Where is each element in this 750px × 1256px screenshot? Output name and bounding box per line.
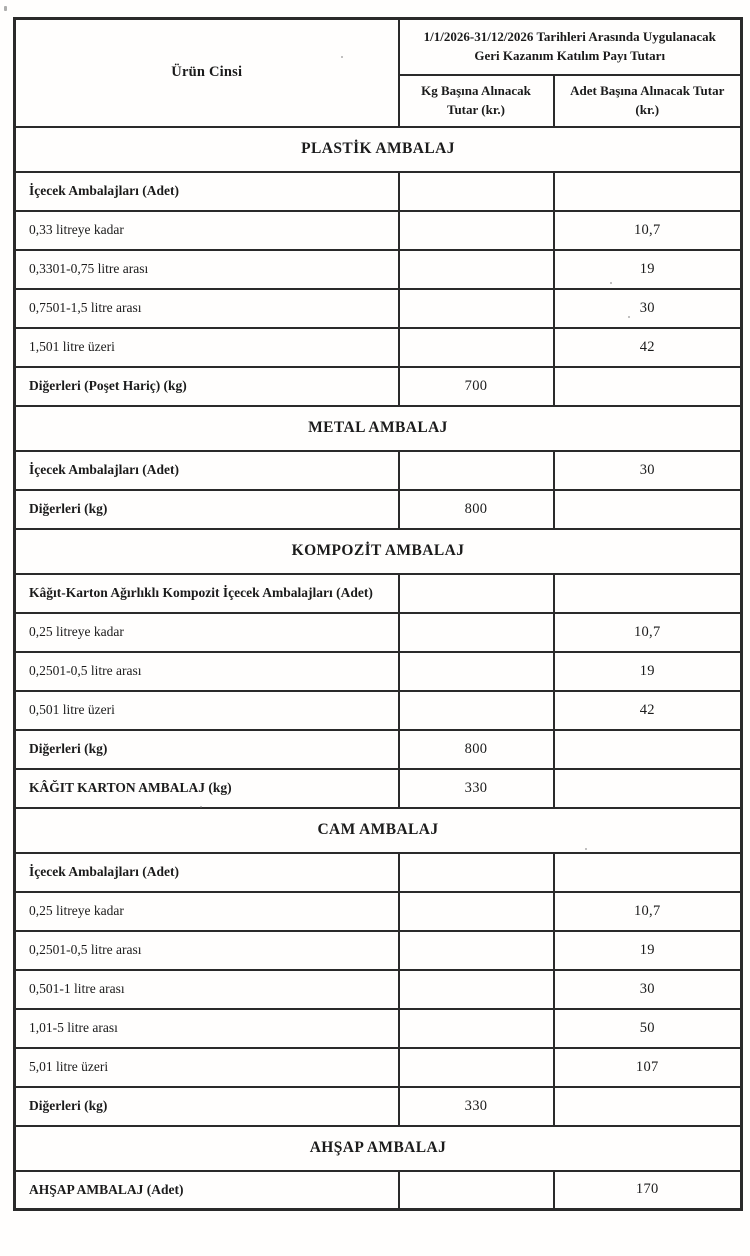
row-label: KÂĞIT KARTON AMBALAJ (kg) <box>15 769 399 808</box>
row-kg-value: 800 <box>399 730 554 769</box>
row-kg-value <box>399 892 554 931</box>
row-unit-value: 19 <box>554 931 742 970</box>
row-label: 5,01 litre üzeri <box>15 1048 399 1087</box>
row-label: 0,501 litre üzeri <box>15 691 399 730</box>
row-unit-value: 10,7 <box>554 892 742 931</box>
row-kg-value <box>399 172 554 211</box>
table-row <box>15 1087 742 1126</box>
section-title: AHŞAP AMBALAJ <box>15 1126 742 1171</box>
row-label: İçecek Ambalajları (Adet) <box>15 172 399 211</box>
row-kg-value <box>399 574 554 613</box>
row-kg-value <box>399 853 554 892</box>
table-row <box>15 970 742 1009</box>
row-label: İçecek Ambalajları (Adet) <box>15 451 399 490</box>
table-row <box>15 289 742 328</box>
section-header-row <box>15 808 742 853</box>
table-row <box>15 769 742 808</box>
scan-speck <box>585 848 587 850</box>
row-kg-value <box>399 451 554 490</box>
row-label: Diğerleri (Poşet Hariç) (kg) <box>15 367 399 406</box>
scan-speck <box>4 6 7 11</box>
row-unit-value <box>554 853 742 892</box>
section-header-row <box>15 529 742 574</box>
row-label: 0,33 litreye kadar <box>15 211 399 250</box>
row-unit-value: 107 <box>554 1048 742 1087</box>
row-kg-value <box>399 250 554 289</box>
row-unit-value <box>554 367 742 406</box>
row-kg-value: 330 <box>399 769 554 808</box>
row-kg-value <box>399 931 554 970</box>
section-title: PLASTİK AMBALAJ <box>15 127 742 172</box>
row-label: 0,501-1 litre arası <box>15 970 399 1009</box>
row-label: Diğerleri (kg) <box>15 730 399 769</box>
table-row <box>15 730 742 769</box>
table-row <box>15 490 742 529</box>
table-row <box>15 652 742 691</box>
table-header <box>15 19 742 127</box>
row-unit-value: 30 <box>554 451 742 490</box>
scan-speck <box>200 806 202 808</box>
recycling-fee-table <box>13 17 743 1211</box>
row-kg-value <box>399 652 554 691</box>
table-row <box>15 853 742 892</box>
table-row <box>15 172 742 211</box>
row-unit-value: 42 <box>554 328 742 367</box>
row-kg-value <box>399 1048 554 1087</box>
row-kg-value: 700 <box>399 367 554 406</box>
header-amount-per-kg: Kg Başına Alınacak Tutar (kr.) <box>399 75 554 127</box>
section-title: CAM AMBALAJ <box>15 808 742 853</box>
table-row <box>15 1048 742 1087</box>
row-label: 1,01-5 litre arası <box>15 1009 399 1048</box>
scan-speck <box>628 316 630 318</box>
row-label: 0,2501-0,5 litre arası <box>15 652 399 691</box>
row-unit-value <box>554 172 742 211</box>
table-row <box>15 691 742 730</box>
row-label: Kâğıt-Karton Ağırlıklı Kompozit İçecek Ambalajları (Adet) <box>15 574 399 613</box>
row-kg-value <box>399 970 554 1009</box>
table-row <box>15 613 742 652</box>
row-kg-value <box>399 613 554 652</box>
table-row <box>15 211 742 250</box>
row-unit-value <box>554 769 742 808</box>
table-row <box>15 451 742 490</box>
table-row <box>15 931 742 970</box>
table-body <box>15 127 742 1210</box>
table-row <box>15 328 742 367</box>
table-row <box>15 250 742 289</box>
section-header-row <box>15 406 742 451</box>
row-kg-value <box>399 691 554 730</box>
row-unit-value: 50 <box>554 1009 742 1048</box>
table-row <box>15 892 742 931</box>
row-label: 0,2501-0,5 litre arası <box>15 931 399 970</box>
row-unit-value <box>554 1087 742 1126</box>
row-kg-value: 800 <box>399 490 554 529</box>
row-label: İçecek Ambalajları (Adet) <box>15 853 399 892</box>
row-label: Diğerleri (kg) <box>15 490 399 529</box>
row-label: AHŞAP AMBALAJ (Adet) <box>15 1171 399 1210</box>
row-kg-value <box>399 328 554 367</box>
table-row <box>15 574 742 613</box>
table-row <box>15 1009 742 1048</box>
row-unit-value: 19 <box>554 250 742 289</box>
row-unit-value <box>554 730 742 769</box>
section-header-row <box>15 127 742 172</box>
row-kg-value: 330 <box>399 1087 554 1126</box>
row-unit-value: 30 <box>554 970 742 1009</box>
row-label: 0,3301-0,75 litre arası <box>15 250 399 289</box>
row-label: 0,25 litreye kadar <box>15 613 399 652</box>
row-unit-value <box>554 490 742 529</box>
row-kg-value <box>399 1171 554 1210</box>
table-row <box>15 1171 742 1210</box>
section-title: METAL AMBALAJ <box>15 406 742 451</box>
row-label: 1,501 litre üzeri <box>15 328 399 367</box>
row-label: 0,25 litreye kadar <box>15 892 399 931</box>
row-label: Diğerleri (kg) <box>15 1087 399 1126</box>
row-unit-value: 10,7 <box>554 211 742 250</box>
row-kg-value <box>399 1009 554 1048</box>
row-label: 0,7501-1,5 litre arası <box>15 289 399 328</box>
section-title: KOMPOZİT AMBALAJ <box>15 529 742 574</box>
header-product-type: Ürün Cinsi <box>15 19 399 127</box>
header-amount-per-unit: Adet Başına Alınacak Tutar (kr.) <box>554 75 742 127</box>
header-period-title: 1/1/2026-31/12/2026 Tarihleri Arasında Uygulanacak Geri Kazanım Katılım Payı Tutarı <box>399 19 742 75</box>
scan-speck <box>610 282 612 284</box>
row-unit-value: 170 <box>554 1171 742 1210</box>
scan-speck <box>341 56 343 58</box>
row-unit-value <box>554 574 742 613</box>
table-row <box>15 367 742 406</box>
row-unit-value: 10,7 <box>554 613 742 652</box>
row-unit-value: 19 <box>554 652 742 691</box>
section-header-row <box>15 1126 742 1171</box>
row-unit-value: 30 <box>554 289 742 328</box>
row-kg-value <box>399 211 554 250</box>
row-kg-value <box>399 289 554 328</box>
row-unit-value: 42 <box>554 691 742 730</box>
